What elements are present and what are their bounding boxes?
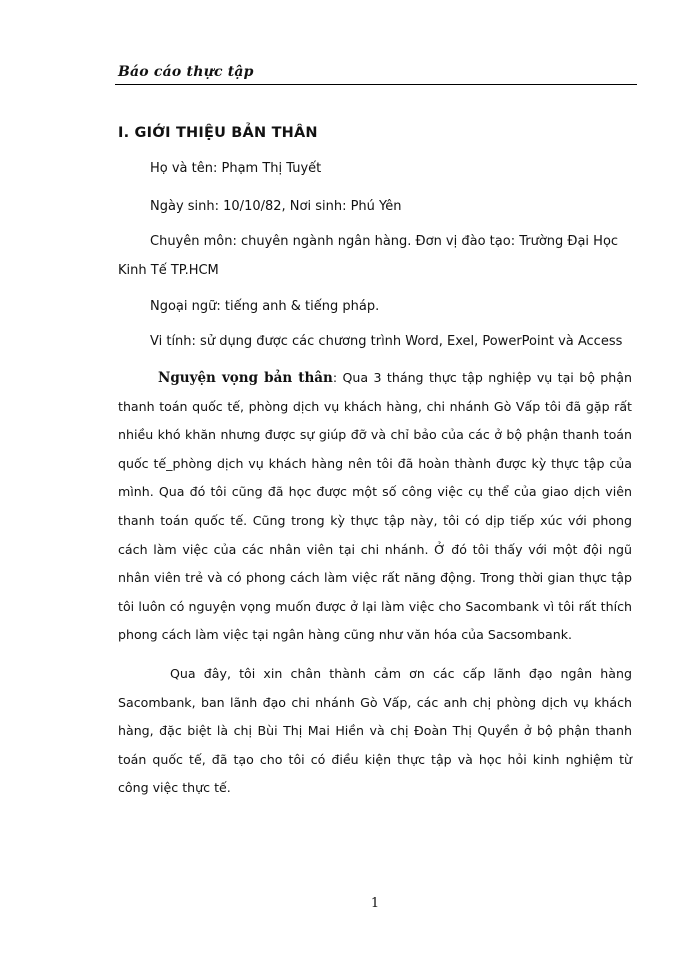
running-header: Báo cáo thực tập xyxy=(118,64,254,80)
info-languages: Ngoại ngữ: tiếng anh & tiếng pháp. xyxy=(150,299,380,314)
info-computing: Vi tính: sử dụng được các chương trình Word, Exel, PowerPoint và Access xyxy=(150,334,623,349)
section-heading: I. GIỚI THIỆU BẢN THÂN xyxy=(118,125,318,141)
info-major-line2: Kinh Tế TP.HCM xyxy=(118,263,219,278)
aspiration-paragraph xyxy=(118,364,632,650)
aspiration-body: : Qua 3 tháng thực tập nghiệp vụ tại bộ phận thanh toán quốc tế, phòng dịch vụ khách hàng, chi nhánh Gò Vấp tôi đã gặp rất nhiều khó khăn nhưng được sự giúp đỡ và chỉ bảo của các ở bộ phận thanh toán quốc tế_phòng dịch vụ khách hàng nên tôi đã hoàn thành được kỳ thực tập của mình. Qua đó tôi cũng đã học được một số công việc cụ thể của giao dịch viên thanh toán quốc tế. Cũng trong kỳ thực tập này, tôi có dịp tiếp xúc với phong cách làm việc của các nhân viên tại chi nhánh. Ở đó tôi thấy với một đội ngũ nhân viên trẻ và có phong cách làm việc rất năng động. Trong thời gian thực tập tôi luôn có nguyện vọng muốn được ở lại làm việc cho Sacombank vì tôi rất thích phong cách làm việc tại ngân hàng cũng như văn hóa của Sacsombank. xyxy=(118,370,632,643)
aspiration-lead: Nguyện vọng bản thân xyxy=(158,370,333,386)
info-major-line1: Chuyên môn: chuyên ngành ngân hàng. Đơn vị đào tạo: Trường Đại Học xyxy=(150,234,619,249)
info-birth: Ngày sinh: 10/10/82, Nơi sinh: Phú Yên xyxy=(150,199,402,214)
info-name: Họ và tên: Phạm Thị Tuyết xyxy=(150,161,322,176)
thanks-paragraph: Qua đây, tôi xin chân thành cảm ơn các cấp lãnh đạo ngân hàng Sacombank, ban lãnh đạo chi nhánh Gò Vấp, các anh chị phòng dịch vụ khách hàng, đặc biệt là chị Bùi Thị Mai Hiền và chị Đoàn Thị Quyền ở bộ phận thanh toán quốc tế, đã tạo cho tôi có điều kiện thực tập và học hỏi kinh nghiệm từ công việc thực tế. xyxy=(118,666,632,796)
page-number: 1 xyxy=(370,896,380,911)
header-rule xyxy=(115,84,637,85)
